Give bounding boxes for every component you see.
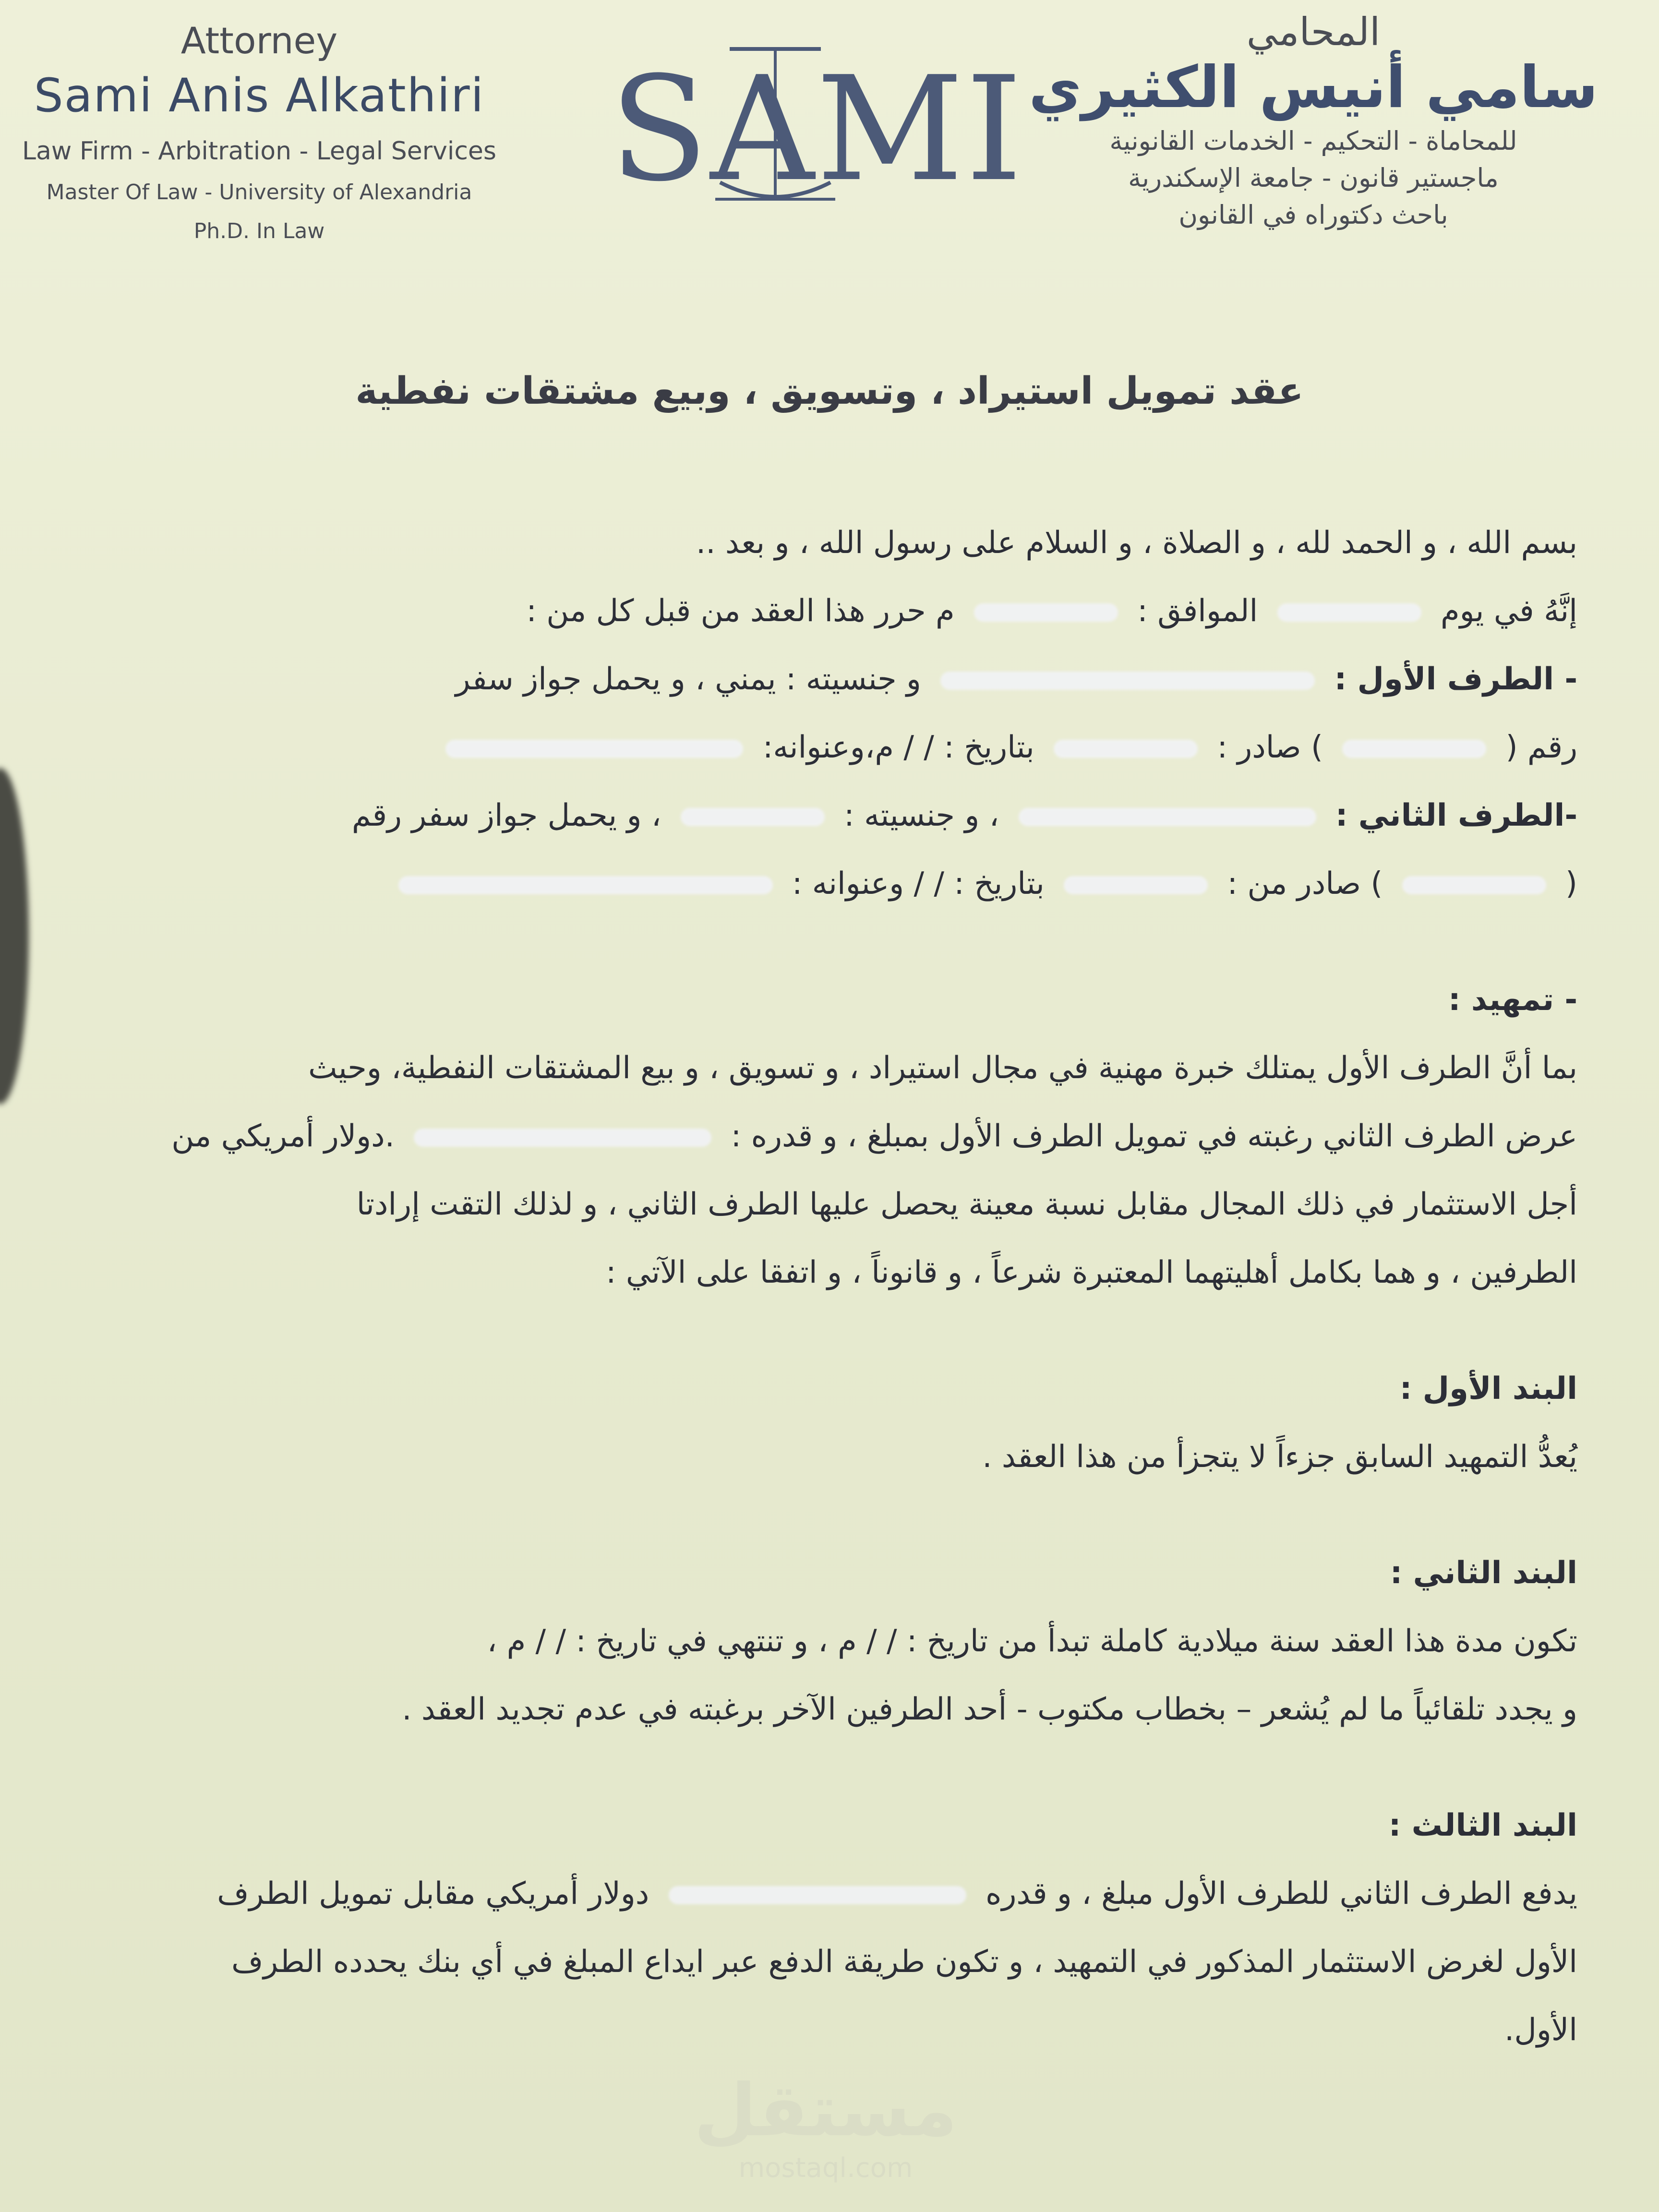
degree-phd-ar: باحث دكتوراه في القانون [1178, 200, 1448, 230]
redacted-field [445, 740, 743, 758]
clause3-currency: دولار أمريكي مقابل تمويل الطرف [217, 1876, 649, 1911]
spacer [171, 918, 1577, 966]
party2-line1 [171, 781, 1577, 850]
party2-issued: ) صادر من : [1227, 866, 1383, 902]
redacted-field [669, 1886, 966, 1904]
party2-line2 [171, 850, 1577, 918]
clause3-amount-label: يدفع الطرف الثاني للطرف الأول مبلغ ، و قدره [985, 1876, 1577, 1911]
spacer [171, 1307, 1577, 1355]
party1-date-address: بتاريخ : / / م،وعنوانه: [762, 730, 1034, 765]
attorney-name: Sami Anis Alkathiri [34, 69, 485, 122]
party1-line1 [171, 645, 1577, 713]
preamble-line2 [171, 1102, 1577, 1170]
preamble-currency: .دولار أمريكي من [171, 1118, 395, 1154]
basmala-line: بسم الله ، و الحمد لله ، و الصلاة ، و السلام على رسول الله ، و بعد .. [696, 525, 1577, 561]
redacted-field [1402, 876, 1546, 894]
firm-services-ar: للمحاماة - التحكيم - الخدمات القانونية [1109, 126, 1517, 156]
redacted-field [974, 603, 1118, 622]
redacted-field [414, 1129, 711, 1147]
clause2-line1: تكون مدة هذا العقد سنة ميلادية كاملة تبدأ من تاريخ : / / م ، و تنتهي في تاريخ : / / م ، [487, 1623, 1577, 1659]
redacted-field [1064, 876, 1208, 894]
redacted-field [1342, 740, 1486, 758]
party1-issued: ) صادر : [1217, 730, 1323, 765]
preamble-line1: بما أنَّ الطرف الأول يمتلك خبرة مهنية في مجال استيراد ، و تسويق ، و بيع المشتقات النفطية، وحيث [308, 1050, 1577, 1086]
date-line-corresponding: الموافق : [1137, 593, 1258, 629]
date-line-end: م حرر هذا العقد من قبل كل من : [526, 593, 955, 629]
clause3-line1 [171, 1860, 1577, 1928]
firm-services: Law Firm - Arbitration - Legal Services [22, 137, 497, 166]
attorney-title-ar: المحامي [1246, 10, 1381, 54]
clause3-line2: الأول لغرض الاستثمار المذكور في التمهيد ، و تكون طريقة الدفع عبر ايداع المبلغ في أي بنك يحدده الطرف [231, 1944, 1577, 1980]
degree-master: Master Of Law - University of Alexandria [46, 180, 472, 204]
watermark-url: mostaql.com [738, 2152, 913, 2184]
redacted-field [681, 808, 825, 826]
clause2-line2: و يجدد تلقائياً ما لم يُشعر – بخطاب مكتوب - أحد الطرفين الآخر برغبته في عدم تجديد العقد . [402, 1692, 1577, 1727]
redacted-field [1054, 740, 1198, 758]
logo-wordmark: SAMI [610, 46, 1024, 213]
contract-body [171, 509, 1577, 2064]
contract-title: عقد تمويل استيراد ، وتسويق ، وبيع مشتقات نفطية [355, 370, 1304, 413]
clause1-text: يُعدُّ التمهيد السابق جزءاً لا يتجزأ من هذا العقد . [982, 1439, 1577, 1475]
party2-date-address: بتاريخ : / / وعنوانه : [792, 866, 1045, 902]
clause3-heading: البند الثالث : [1388, 1808, 1577, 1843]
attorney-name-ar: سامي أنيس الكثيري [1029, 54, 1598, 121]
redacted-field [940, 672, 1315, 690]
party1-nationality: و جنسيته : يمني ، و يحمل جواز سفر [455, 661, 921, 697]
preamble-heading: - تمهيد : [1448, 982, 1577, 1018]
mostaql-watermark [682, 2069, 970, 2184]
party2-passport: ، و يحمل جواز سفر رقم [351, 798, 661, 833]
party2-nationality: ، و جنسيته : [844, 798, 999, 833]
preamble-line3: أجل الاستثمار في ذلك المجال مقابل نسبة معينة يحصل عليها الطرف الثاني ، و لذلك التقت إرادتا [356, 1187, 1577, 1222]
firm-logo [610, 38, 1024, 213]
date-line [171, 577, 1577, 645]
clause2-heading: البند الثاني : [1390, 1555, 1577, 1591]
party1-label: - الطرف الأول : [1334, 661, 1577, 697]
page-edge-shadow [0, 768, 29, 1104]
preamble-amount-label: عرض الطرف الثاني رغبته في تمويل الطرف الأول بمبلغ ، و قدره : [731, 1118, 1577, 1154]
clause1-heading: البند الأول : [1399, 1371, 1577, 1407]
date-line-day: إنَّهُ في يوم [1440, 593, 1577, 629]
attorney-title: Attorney [180, 19, 338, 62]
party1-line2 [171, 713, 1577, 781]
degree-master-ar: ماجستير قانون - جامعة الإسكندرية [1128, 163, 1499, 193]
party2-label: -الطرف الثاني : [1335, 798, 1577, 833]
redacted-field [1277, 603, 1421, 622]
watermark-arabic: مستقل [694, 2069, 958, 2152]
spacer [171, 1743, 1577, 1791]
letterhead-arabic [1025, 10, 1601, 237]
preamble-line4: الطرفين ، و هما بكامل أهليتهما المعتبرة شرعاً ، و قانوناً ، و اتفقا على الآتي : [606, 1255, 1577, 1290]
party1-passport-label: رقم ( [1505, 730, 1577, 765]
clause3-line3: الأول. [1504, 2012, 1577, 2048]
degree-phd: Ph.D. In Law [193, 219, 325, 243]
letterhead-english [14, 19, 504, 243]
redacted-field [1019, 808, 1316, 826]
redacted-field [398, 876, 773, 894]
spacer [171, 1491, 1577, 1539]
party2-paren: ( [1565, 866, 1577, 902]
